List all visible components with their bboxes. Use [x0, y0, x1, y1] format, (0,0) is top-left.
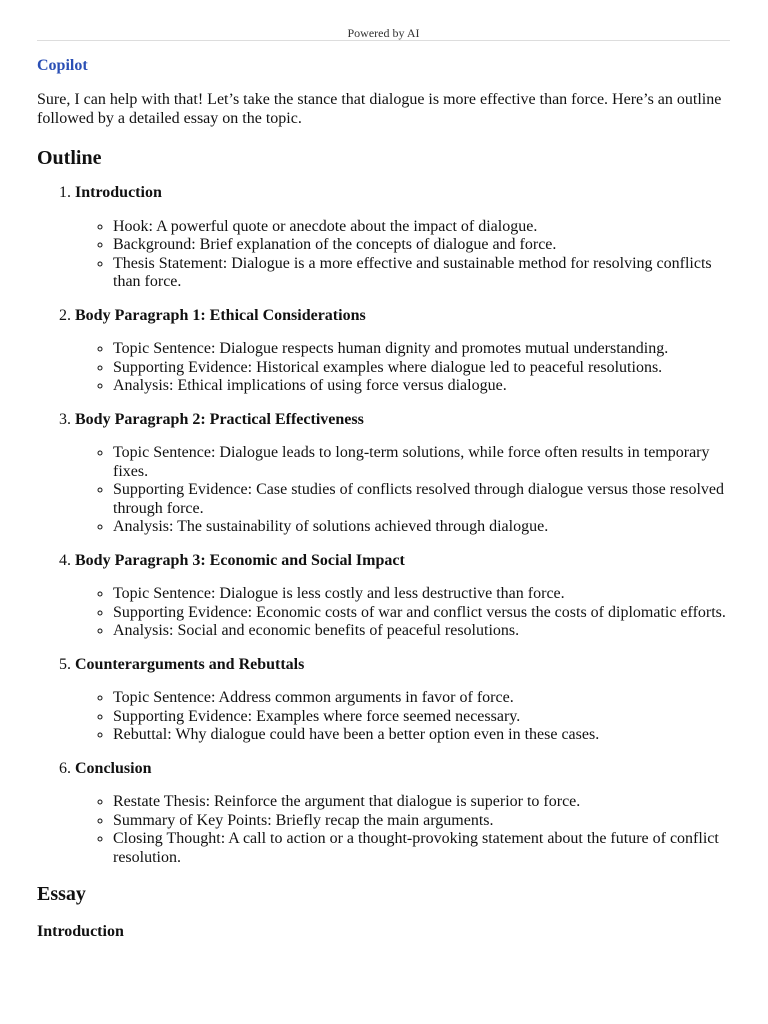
list-item: ◦ Supporting Evidence: Case studies of conflicts resolved through dialogue versus those resolved through force. [113, 481, 730, 518]
outline-list [37, 184, 730, 867]
outline-section [75, 411, 730, 537]
header-divider [37, 40, 730, 41]
outline-section [75, 184, 730, 292]
list-item: ◦ Rebuttal: Why dialogue could have been a better option even in these cases. [113, 726, 730, 745]
section-points [75, 585, 730, 641]
outline-section [75, 656, 730, 745]
list-item: ◦ Topic Sentence: Dialogue respects human dignity and promotes mutual understanding. [113, 340, 730, 359]
list-item: ◦ Supporting Evidence: Economic costs of war and conflict versus the costs of diplomatic efforts. [113, 604, 730, 623]
list-item: ◦ Analysis: The sustainability of solutions achieved through dialogue. [113, 518, 730, 537]
powered-by-label: Powered by AI [347, 26, 420, 40]
list-item: ◦ Restate Thesis: Reinforce the argument that dialogue is superior to force. [113, 793, 730, 812]
section-title: Body Paragraph 2: Practical Effectiveness [75, 410, 364, 428]
list-item: ◦ Topic Sentence: Dialogue is less costly and less destructive than force. [113, 585, 730, 604]
sender-name: Copilot [37, 57, 88, 74]
list-item: ◦ Hook: A powerful quote or anecdote about the impact of dialogue. [113, 218, 730, 237]
list-item: ◦ Analysis: Ethical implications of using force versus dialogue. [113, 377, 730, 396]
essay-section-heading: Introduction [37, 923, 124, 940]
section-title: Introduction [75, 184, 162, 201]
section-points [75, 689, 730, 745]
section-title: Body Paragraph 1: Ethical Considerations [75, 306, 366, 324]
message-content [37, 56, 730, 942]
intro-paragraph: Sure, I can help with that! Let’s take the stance that dialogue is more effective than force. Here’s an outline followed by a detailed essay on the topic. [37, 91, 722, 127]
list-item: ◦ Supporting Evidence: Examples where force seemed necessary. [113, 708, 730, 727]
outline-section [75, 307, 730, 396]
list-item: ◦ Thesis Statement: Dialogue is a more effective and sustainable method for resolving conflicts than force. [113, 255, 730, 292]
list-item: ◦ Supporting Evidence: Historical examples where dialogue led to peaceful resolutions. [113, 359, 730, 378]
list-item: ◦ Closing Thought: A call to action or a thought-provoking statement about the future of conflict resolution. [113, 830, 730, 867]
section-points [75, 793, 730, 867]
section-title: Conclusion [75, 759, 152, 777]
section-title: Counterarguments and Rebuttals [75, 655, 305, 673]
list-item: ◦ Summary of Key Points: Briefly recap the main arguments. [113, 812, 730, 831]
section-title: Body Paragraph 3: Economic and Social Impact [75, 551, 405, 569]
section-points [75, 444, 730, 537]
list-item: ◦ Analysis: Social and economic benefits of peaceful resolutions. [113, 622, 730, 641]
list-item: ◦ Topic Sentence: Dialogue leads to long-term solutions, while force often results in temporary fixes. [113, 444, 730, 481]
list-item: ◦ Topic Sentence: Address common arguments in favor of force. [113, 689, 730, 708]
list-item: ◦ Background: Brief explanation of the concepts of dialogue and force. [113, 236, 730, 255]
outline-section [75, 760, 730, 868]
section-points [75, 218, 730, 292]
outline-section [75, 552, 730, 641]
essay-heading: Essay [37, 883, 86, 905]
section-points [75, 340, 730, 396]
outline-heading: Outline [37, 147, 102, 169]
